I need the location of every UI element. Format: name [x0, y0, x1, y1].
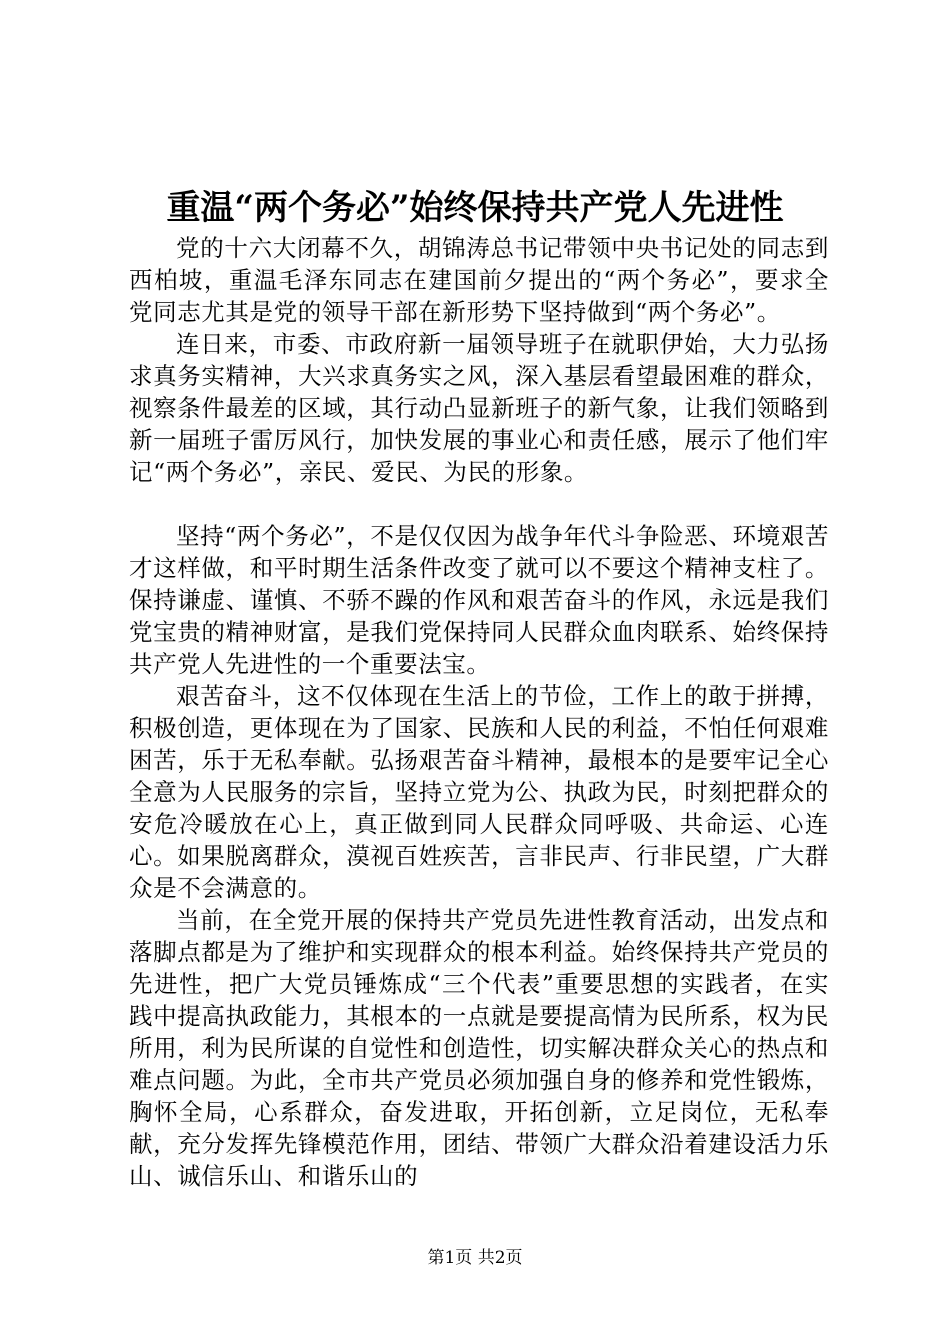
paragraph: 党的十六大闭幕不久，胡锦涛总书记带领中央书记处的同志到西柏坡，重温毛泽东同志在建国前夕提出的“两个务必”，要求全党同志尤其是党的领导干部在新形势下坚持做到“两个务必”。 [129, 234, 829, 326]
document-title: 重温“两个务必”始终保持共产党人先进性 [166, 188, 784, 228]
document-body [129, 232, 829, 1192]
paragraph: 坚持“两个务必”，不是仅仅因为战争年代斗争险恶、环境艰苦才这样做，和平时期生活条件改变了就可以不要这个精神支柱了。保持谦虚、谨慎、不骄不躁的作风和艰苦奋斗的作风，永远是我们党宝贵的精神财富，是我们党保持同人民群众血肉联系、始终保持共产党人先进性的一个重要法宝。 [129, 522, 829, 678]
page-number-footer: 第1页 共2页 [427, 1248, 523, 1268]
paragraph: 当前，在全党开展的保持共产党员先进性教育活动，出发点和落脚点都是为了维护和实现群众的根本利益。始终保持共产党员的先进性，把广大党员锤炼成“三个代表”重要思想的实践者，在实践中提高执政能力，其根本的一点就是要提高情为民所系，权为民所用，利为民所谋的自觉性和创造性，切实解决群众关心的热点和难点问题。为此，全市共产党员必须加强自身的修养和党性锻炼，胸怀全局，心系群众，奋发进取，开拓创新，立足岗位，无私奉献，充分发挥先锋模范作用，团结、带领广大群众沿着建设活力乐山、诚信乐山、和谐乐山的 [129, 906, 829, 1190]
paragraph: 艰苦奋斗，这不仅体现在生活上的节俭，工作上的敢于拼搏，积极创造，更体现在为了国家、民族和人民的利益，不怕任何艰难困苦，乐于无私奉献。弘扬艰苦奋斗精神，最根本的是要牢记全心全意为人民服务的宗旨，坚持立党为公、执政为民，时刻把群众的安危冷暖放在心上，真正做到同人民群众同呼吸、共命运、心连心。如果脱离群众，漠视百姓疾苦，言非民声、行非民望，广大群众是不会满意的。 [129, 682, 829, 902]
paragraph: 连日来，市委、市政府新一届领导班子在就职伊始，大力弘扬求真务实精神，大兴求真务实之风，深入基层看望最困难的群众，视察条件最差的区域，其行动凸显新班子的新气象，让我们领略到新一届班子雷厉风行，加快发展的事业心和责任感，展示了他们牢记“两个务必”，亲民、爱民、为民的形象。 [129, 330, 829, 486]
